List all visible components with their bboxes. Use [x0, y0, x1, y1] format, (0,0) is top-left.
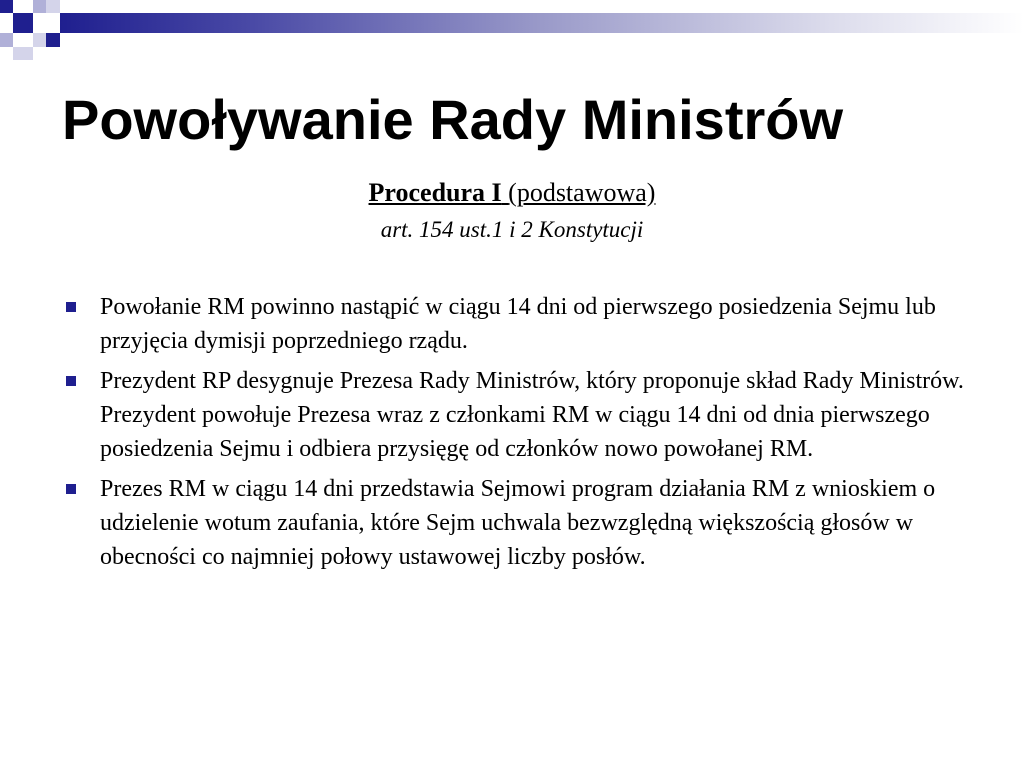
list-item [64, 364, 964, 466]
square-bullet-icon [66, 484, 76, 494]
procedure-heading-underlined [369, 178, 656, 207]
constitution-reference: art. 154 ust.1 i 2 Konstytucji [380, 217, 644, 242]
deco-square-icon [33, 33, 46, 47]
procedure-type: (podstawowa) [508, 178, 656, 207]
deco-square-icon [13, 47, 33, 60]
procedure-heading [0, 176, 1024, 210]
deco-square-icon [46, 0, 60, 13]
header-decoration [0, 0, 1024, 60]
procedure-name: Procedura I [368, 178, 502, 207]
slide-title: Powoływanie Rady Ministrów [62, 88, 844, 151]
header-gradient-band [60, 13, 1024, 33]
square-bullet-icon [66, 376, 76, 386]
list-item [64, 472, 964, 574]
square-bullet-icon [66, 302, 76, 312]
deco-square-icon [33, 0, 46, 13]
bullet-list [64, 290, 964, 580]
list-item [64, 290, 964, 358]
deco-square-icon [0, 33, 13, 47]
bullet-text: Powołanie RM powinno nastąpić w ciągu 14 dni od pierwszego posiedzenia Sejmu lub przyjęcia dymisji poprzedniego rządu. [100, 294, 936, 354]
deco-square-icon [13, 13, 33, 33]
bullet-text: Prezes RM w ciągu 14 dni przedstawia Sejmowi program działania RM z wnioskiem o udzielenie wotum zaufania, które Sejm uchwala bezwzględną większością głosów w obecności co najmniej połowy ustawowej liczby posłów. [100, 476, 936, 570]
bullet-text: Prezydent RP desygnuje Prezesa Rady Ministrów, który proponuje skład Rady Ministrów. Prezydent powołuje Prezesa wraz z członkami RM w ciągu 14 dni od dnia pierwszego posiedzenia Sejmu i odbiera przysięgę od członków nowo powołanej RM. [100, 368, 964, 462]
deco-square-icon [46, 33, 60, 47]
deco-square-icon [0, 0, 13, 13]
